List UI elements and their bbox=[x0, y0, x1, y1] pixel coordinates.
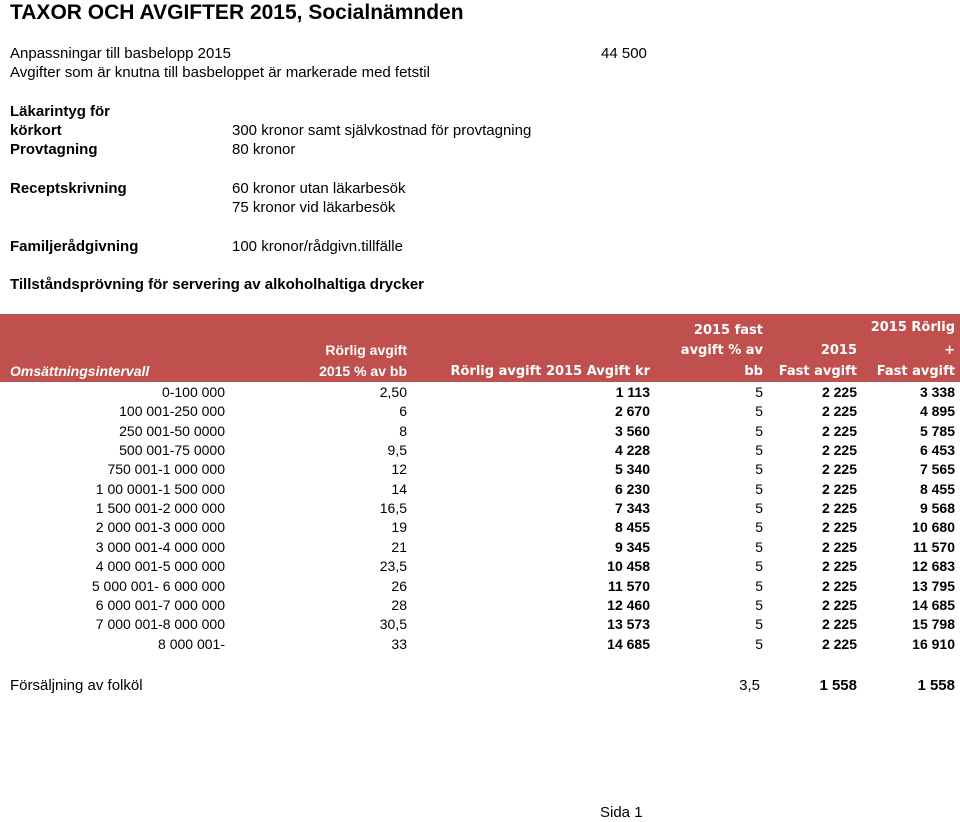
cell-rorlig-procent: 19 bbox=[391, 519, 407, 536]
cell-omsattning: 2 000 001-3 000 000 bbox=[95, 519, 225, 536]
cell-omsattning: 1 00 0001-1 500 000 bbox=[95, 480, 225, 497]
cell-rorlig-kr: 8 455 bbox=[614, 519, 650, 536]
cell-total-avgift: 5 785 bbox=[919, 422, 955, 439]
cell-fast-procent: 5 bbox=[755, 384, 763, 400]
cell-fast-procent: 5 bbox=[755, 519, 763, 536]
cell-fast-procent: 5 bbox=[755, 500, 763, 517]
cell-rorlig-procent: 2,50 bbox=[379, 384, 407, 400]
cell-fast-avgift: 2 225 bbox=[821, 403, 857, 420]
cell-total-avgift: 11 570 bbox=[912, 538, 955, 555]
header-rorlig-line1: Rörlig avgift bbox=[325, 342, 407, 358]
cell-rorlig-procent: 6 bbox=[399, 403, 407, 420]
fee-value-korkort: 300 kronor samt självkostnad för provtagning bbox=[232, 122, 532, 139]
folkol-percent: 3,5 bbox=[739, 677, 760, 694]
cell-total-avgift: 10 680 bbox=[912, 519, 955, 536]
cell-rorlig-kr: 14 685 bbox=[607, 635, 650, 652]
cell-fast-avgift: 2 225 bbox=[821, 596, 857, 613]
folkol-label: Försäljning av folköl bbox=[10, 677, 143, 694]
cell-fast-avgift: 2 225 bbox=[821, 616, 857, 633]
table-row bbox=[0, 538, 960, 557]
cell-omsattning: 5 000 001- 6 000 000 bbox=[91, 577, 225, 594]
cell-omsattning: 250 001-50 0000 bbox=[119, 422, 225, 439]
fee-value-recept-utan: 60 kronor utan läkarbesök bbox=[232, 180, 406, 197]
cell-rorlig-procent: 23,5 bbox=[379, 558, 407, 575]
header-total-line1: 2015 Rörlig bbox=[870, 320, 955, 335]
table-row bbox=[0, 518, 960, 537]
table-row bbox=[0, 460, 960, 479]
table-row bbox=[0, 596, 960, 615]
cell-fast-procent: 5 bbox=[755, 480, 763, 497]
header-2015-line2: Fast avgift bbox=[778, 364, 857, 379]
fee-value-provtagning: 80 kronor bbox=[232, 141, 296, 158]
fee-value-familjeradgivning: 100 kronor/rådgivn.tillfälle bbox=[232, 238, 403, 255]
page-number: Sida 1 bbox=[600, 804, 643, 821]
cell-rorlig-kr: 6 230 bbox=[614, 480, 650, 497]
table-row bbox=[0, 383, 960, 402]
table-row bbox=[0, 615, 960, 634]
cell-fast-avgift: 2 225 bbox=[821, 480, 857, 497]
cell-fast-procent: 5 bbox=[755, 577, 763, 594]
cell-fast-procent: 5 bbox=[755, 461, 763, 478]
cell-omsattning: 750 001-1 000 000 bbox=[107, 461, 225, 478]
cell-rorlig-kr: 7 343 bbox=[614, 500, 650, 517]
cell-omsattning: 4 000 001-5 000 000 bbox=[95, 558, 225, 575]
cell-fast-avgift: 2 225 bbox=[821, 461, 857, 478]
cell-rorlig-procent: 33 bbox=[391, 635, 407, 652]
fee-value-recept-vid: 75 kronor vid läkarbesök bbox=[232, 199, 396, 216]
fee-label-provtagning: Provtagning bbox=[10, 141, 98, 158]
table-header bbox=[0, 314, 960, 382]
section-heading: Tillståndsprövning för servering av alkoholhaltiga drycker bbox=[10, 276, 425, 293]
cell-fast-avgift: 2 225 bbox=[821, 558, 857, 575]
cell-rorlig-procent: 14 bbox=[391, 480, 407, 497]
header-total-line3: Fast avgift bbox=[876, 364, 955, 379]
cell-total-avgift: 7 565 bbox=[919, 461, 955, 478]
header-omsattningsintervall: Omsättningsintervall bbox=[10, 363, 150, 379]
cell-fast-avgift: 2 225 bbox=[821, 635, 857, 652]
cell-rorlig-procent: 16,5 bbox=[379, 500, 407, 517]
cell-total-avgift: 14 685 bbox=[912, 596, 955, 613]
cell-fast-procent: 5 bbox=[755, 422, 763, 439]
cell-fast-avgift: 2 225 bbox=[821, 500, 857, 517]
cell-omsattning: 0-100 000 bbox=[161, 384, 225, 400]
cell-fast-procent: 5 bbox=[755, 538, 763, 555]
cell-rorlig-procent: 26 bbox=[391, 577, 407, 594]
cell-rorlig-procent: 21 bbox=[391, 538, 407, 555]
cell-rorlig-kr: 4 228 bbox=[614, 442, 650, 459]
cell-omsattning: 1 500 001-2 000 000 bbox=[95, 500, 225, 517]
header-fast-line3: bb bbox=[744, 364, 763, 379]
cell-fast-avgift: 2 225 bbox=[821, 442, 857, 459]
cell-rorlig-procent: 8 bbox=[399, 422, 407, 439]
cell-omsattning: 3 000 001-4 000 000 bbox=[95, 538, 225, 555]
table-row bbox=[0, 441, 960, 460]
cell-fast-procent: 5 bbox=[755, 442, 763, 459]
cell-total-avgift: 9 568 bbox=[919, 500, 955, 517]
cell-total-avgift: 16 910 bbox=[912, 635, 955, 652]
cell-fast-procent: 5 bbox=[755, 616, 763, 633]
cell-fast-procent: 5 bbox=[755, 596, 763, 613]
cell-rorlig-procent: 28 bbox=[391, 596, 407, 613]
cell-rorlig-kr: 13 573 bbox=[607, 616, 650, 633]
table-row bbox=[0, 635, 960, 654]
fee-label-lakarintyg: Läkarintyg för bbox=[10, 103, 111, 120]
cell-total-avgift: 13 795 bbox=[912, 577, 955, 594]
cell-rorlig-kr: 3 560 bbox=[614, 422, 650, 439]
cell-total-avgift: 8 455 bbox=[919, 480, 955, 497]
cell-total-avgift: 6 453 bbox=[919, 442, 955, 459]
header-2015-line1: 2015 bbox=[820, 343, 857, 358]
cell-rorlig-kr: 12 460 bbox=[607, 596, 650, 613]
basbelopp-note: Avgifter som är knutna till basbeloppet är markerade med fetstil bbox=[10, 64, 430, 81]
table-row bbox=[0, 402, 960, 421]
cell-fast-avgift: 2 225 bbox=[821, 384, 857, 400]
cell-omsattning: 7 000 001-8 000 000 bbox=[95, 616, 225, 633]
cell-rorlig-procent: 9,5 bbox=[387, 442, 407, 459]
cell-fast-procent: 5 bbox=[755, 403, 763, 420]
cell-total-avgift: 3 338 bbox=[919, 384, 955, 400]
header-rorlig-line2: 2015 % av bb bbox=[319, 363, 407, 379]
cell-rorlig-kr: 2 670 bbox=[614, 403, 650, 420]
header-avgift-kr: Rörlig avgift 2015 Avgift kr bbox=[450, 364, 650, 379]
cell-omsattning: 8 000 001- bbox=[158, 635, 225, 652]
table-row bbox=[0, 577, 960, 596]
fee-label-receptskrivning: Receptskrivning bbox=[10, 180, 127, 197]
cell-fast-procent: 5 bbox=[755, 558, 763, 575]
cell-omsattning: 6 000 001-7 000 000 bbox=[95, 596, 225, 613]
page-title: TAXOR OCH AVGIFTER 2015, Socialnämnden bbox=[10, 1, 464, 24]
cell-rorlig-procent: 30,5 bbox=[379, 616, 407, 633]
cell-omsattning: 100 001-250 000 bbox=[119, 403, 225, 420]
fee-label-korkort: körkort bbox=[10, 122, 62, 139]
table-row bbox=[0, 480, 960, 499]
fee-label-familjeradgivning: Familjerådgivning bbox=[10, 238, 139, 255]
cell-fast-avgift: 2 225 bbox=[821, 538, 857, 555]
basbelopp-label: Anpassningar till basbelopp 2015 bbox=[10, 45, 231, 62]
header-total-line2: + bbox=[944, 343, 955, 358]
cell-rorlig-procent: 12 bbox=[391, 461, 407, 478]
cell-rorlig-kr: 1 113 bbox=[615, 384, 650, 400]
cell-rorlig-kr: 11 570 bbox=[607, 577, 650, 594]
cell-omsattning: 500 001-75 0000 bbox=[119, 442, 225, 459]
cell-rorlig-kr: 5 340 bbox=[614, 461, 650, 478]
cell-fast-avgift: 2 225 bbox=[821, 577, 857, 594]
cell-total-avgift: 15 798 bbox=[912, 616, 955, 633]
cell-rorlig-kr: 9 345 bbox=[614, 538, 650, 555]
folkol-total: 1 558 bbox=[917, 677, 955, 694]
folkol-fast: 1 558 bbox=[819, 677, 857, 694]
cell-fast-avgift: 2 225 bbox=[821, 519, 857, 536]
table-row bbox=[0, 499, 960, 518]
cell-fast-avgift: 2 225 bbox=[821, 422, 857, 439]
table-row bbox=[0, 422, 960, 441]
cell-total-avgift: 12 683 bbox=[912, 558, 955, 575]
basbelopp-value: 44 500 bbox=[601, 45, 647, 62]
header-fast-line2: avgift % av bbox=[680, 343, 763, 358]
cell-rorlig-kr: 10 458 bbox=[607, 558, 650, 575]
table-row bbox=[0, 557, 960, 576]
cell-fast-procent: 5 bbox=[755, 635, 763, 652]
cell-total-avgift: 4 895 bbox=[919, 403, 955, 420]
header-fast-line1: 2015 fast bbox=[693, 323, 763, 338]
